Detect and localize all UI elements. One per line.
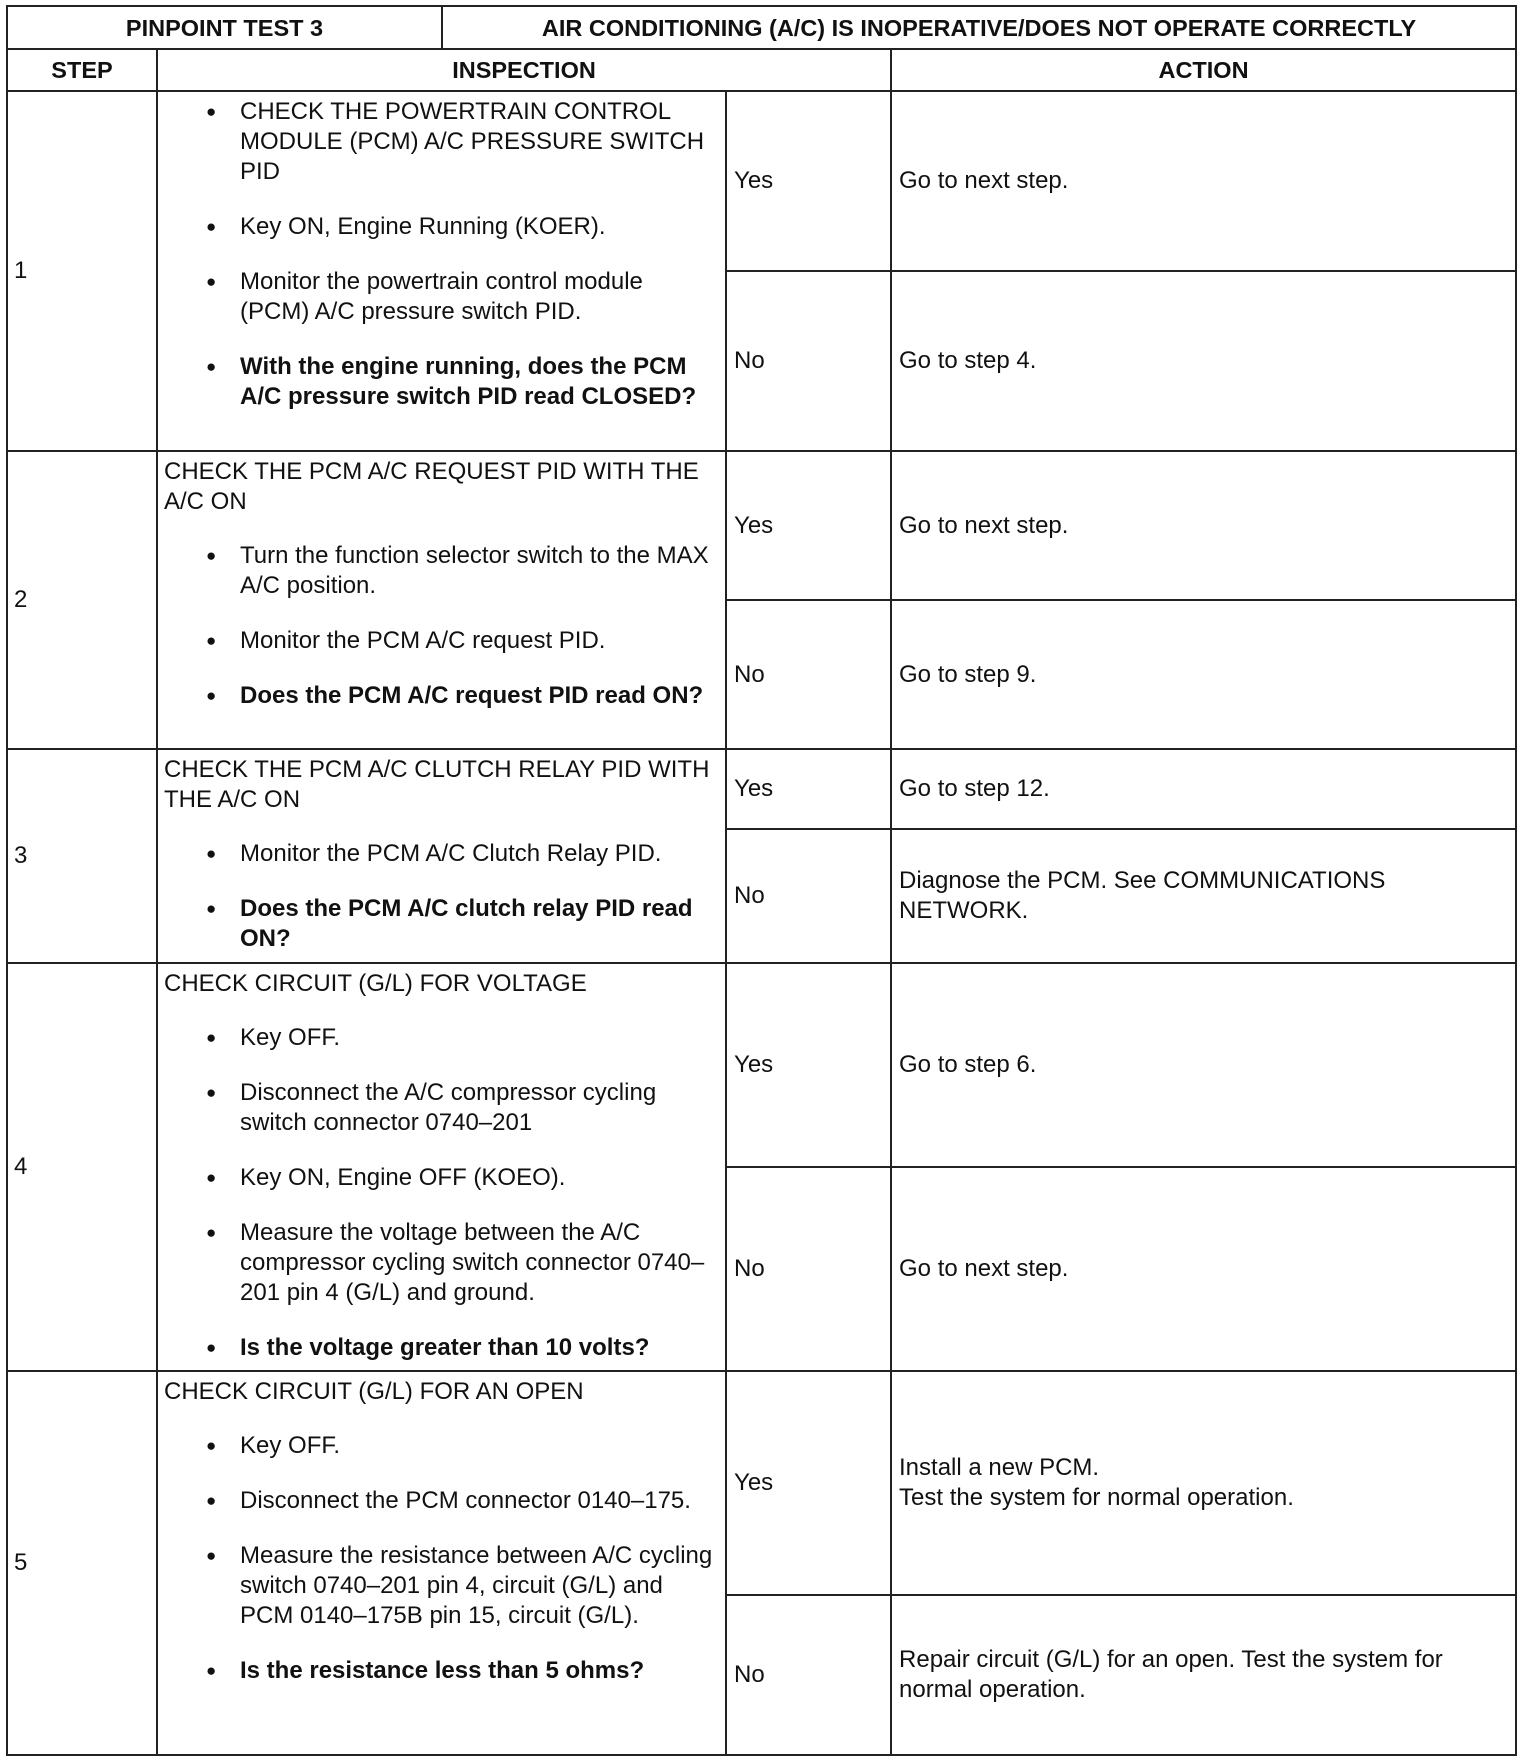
yes-action [891, 1371, 1516, 1595]
yes-label: Yes [726, 1371, 891, 1595]
bullet-item: ● Monitor the PCM A/C Clutch Relay PID. [164, 839, 717, 869]
bullet-item: ● CHECK THE POWERTRAIN CONTROL MODULE (PCM) A/C PRESSURE SWITCH PID [164, 97, 717, 187]
step-1-yes-row [7, 91, 1516, 271]
step-heading: CHECK CIRCUIT (G/L) FOR VOLTAGE [164, 970, 587, 997]
step-question: ● With the engine running, does the PCM A/C pressure switch PID read CLOSED? [164, 352, 717, 412]
step-2-yes-row [7, 451, 1516, 600]
no-action: Repair circuit (G/L) for an open. Test the system for normal operation. [891, 1595, 1516, 1755]
bullet-item: ● Monitor the powertrain control module (PCM) A/C pressure switch PID. [164, 267, 717, 327]
no-label: No [726, 271, 891, 451]
step-number: 5 [7, 1371, 157, 1755]
col-header-step: STEP [7, 49, 157, 91]
no-label: No [726, 600, 891, 749]
no-label: No [726, 1595, 891, 1755]
yes-label: Yes [726, 749, 891, 829]
no-action: Go to step 9. [891, 600, 1516, 749]
step-1-inspection [157, 91, 726, 451]
yes-action-line: Install a new PCM. [899, 1454, 1100, 1481]
test-id: PINPOINT TEST 3 [7, 6, 442, 49]
no-action: Go to step 4. [891, 271, 1516, 451]
step-heading: CHECK THE PCM A/C REQUEST PID WITH THE A/C ON [164, 458, 699, 515]
step-question: ● Does the PCM A/C clutch relay PID read ON? [164, 894, 717, 954]
pinpoint-test-sheet [6, 5, 1517, 1756]
column-header-row [7, 49, 1516, 91]
step-number: 3 [7, 749, 157, 963]
pinpoint-test-table [6, 5, 1517, 1756]
bullet-item: ● Key OFF. [164, 1431, 717, 1461]
no-action: Go to next step. [891, 1167, 1516, 1371]
yes-action: Go to next step. [891, 91, 1516, 271]
no-action: Diagnose the PCM. See COMMUNICATIONS NETWORK. [891, 829, 1516, 963]
no-label: No [726, 1167, 891, 1371]
yes-label: Yes [726, 451, 891, 600]
step-2-inspection [157, 451, 726, 749]
step-3-inspection [157, 749, 726, 963]
step-heading: CHECK CIRCUIT (G/L) FOR AN OPEN [164, 1378, 584, 1405]
bullet-item: ● Key ON, Engine Running (KOER). [164, 212, 717, 242]
step-question: ● Does the PCM A/C request PID read ON? [164, 681, 717, 711]
bullet-item: ● Measure the voltage between the A/C compressor cycling switch connector 0740–201 pin 4 (G/L) and ground. [164, 1218, 717, 1308]
yes-label: Yes [726, 91, 891, 271]
yes-action: Go to next step. [891, 451, 1516, 600]
step-5-yes-row [7, 1371, 1516, 1595]
yes-action: Go to step 6. [891, 963, 1516, 1167]
step-4-inspection [157, 963, 726, 1371]
step-4-yes-row [7, 963, 1516, 1167]
bullet-item: ● Disconnect the A/C compressor cycling switch connector 0740–201 [164, 1078, 717, 1138]
bullet-item: ● Measure the resistance between A/C cycling switch 0740–201 pin 4, circuit (G/L) and PCM 0140–175B pin 15, circuit (G/L). [164, 1541, 717, 1631]
bullet-item: ● Key ON, Engine OFF (KOEO). [164, 1163, 717, 1193]
bullet-item: ● Key OFF. [164, 1023, 717, 1053]
test-title: AIR CONDITIONING (A/C) IS INOPERATIVE/DOES NOT OPERATE CORRECTLY [442, 6, 1516, 49]
bullet-item: ● Monitor the PCM A/C request PID. [164, 626, 717, 656]
step-number: 1 [7, 91, 157, 451]
title-row [7, 6, 1516, 49]
step-5-inspection [157, 1371, 726, 1755]
bullet-item: ● Disconnect the PCM connector 0140–175. [164, 1486, 717, 1516]
step-question: ● Is the resistance less than 5 ohms? [164, 1656, 717, 1686]
step-question: ● Is the voltage greater than 10 volts? [164, 1333, 717, 1363]
step-number: 2 [7, 451, 157, 749]
step-number: 4 [7, 963, 157, 1371]
col-header-action: ACTION [891, 49, 1516, 91]
bullet-item: ● Turn the function selector switch to the MAX A/C position. [164, 541, 717, 601]
col-header-inspection: INSPECTION [157, 49, 891, 91]
yes-label: Yes [726, 963, 891, 1167]
yes-action-line: Test the system for normal operation. [899, 1484, 1294, 1511]
yes-action: Go to step 12. [891, 749, 1516, 829]
no-label: No [726, 829, 891, 963]
step-3-yes-row [7, 749, 1516, 829]
step-heading: CHECK THE PCM A/C CLUTCH RELAY PID WITH THE A/C ON [164, 756, 710, 813]
